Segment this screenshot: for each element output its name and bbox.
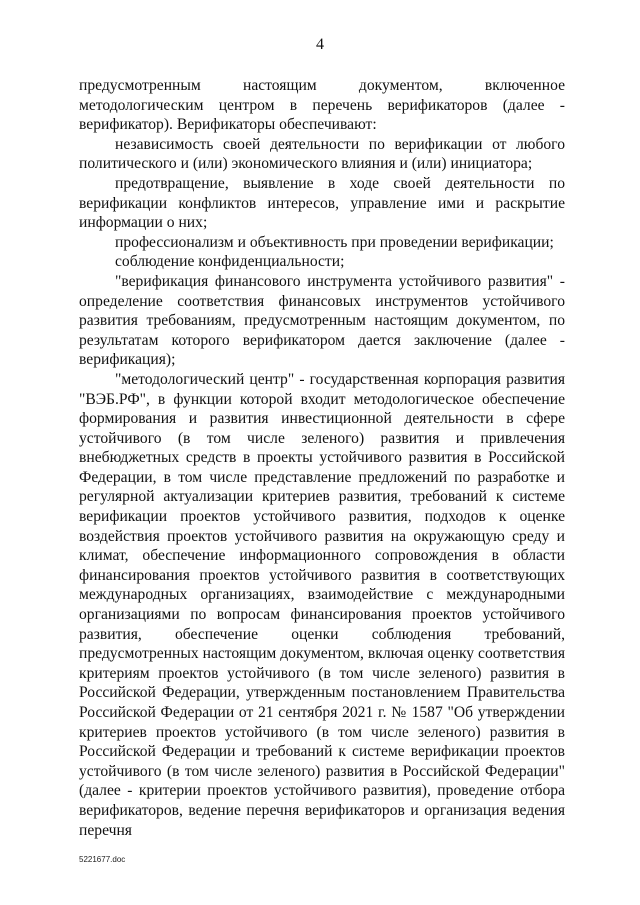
paragraph-methodological-center-definition: "методологический центр" - государственная корпорация развития "ВЭБ.РФ", в функции которой входит методологическое обеспечение формирования и развития инвестиционной деятельности в сфере устойчивого (в том числе зеленого) развития и привлечения внебюджетных средств в проекты устойчивого развития в Российской Федерации, в том числе представление предложений по разработке и регулярной актуализации критериев развития, требований к системе верификации проектов устойчивого развития, подходов к оценке воздействия проектов устойчивого развития на окружающую среду и климат, обеспечение информационного сопровождения в области финансирования проектов устойчивого развития в соответствующих международных организациях, взаимодействие с международными организациями по вопросам финансирования проектов устойчивого развития, обеспечение оценки соблюдения требований, предусмотренных настоящим документом, включая оценку соответствия критериям проектов устойчивого (в том числе зеленого) развития в Российской Федерации, утвержденным постановлением Правительства Российской Федерации от 21 сентября 2021 г. № 1587 "Об утверждении критериев проектов устойчивого (в том числе зеленого) развития в Российской Федерации и требований к системе верификации проектов устойчивого (в том числе зеленого) развития в Российской Федерации" (далее - критерии проектов устойчивого развития), проведение отбора верификаторов, ведение перечня верификаторов и организация ведения перечня	[79, 370, 565, 839]
paragraph-verifier-definition-continued: предусмотренным настоящим документом, включенное методологическим центром в перечень верификаторов (далее - верификатор). Верификаторы обеспечивают:	[79, 77, 565, 134]
paragraph-professionalism: профессионализм и объективность при проведении верификации;	[115, 233, 554, 251]
page-number: 4	[316, 36, 324, 53]
document-body	[79, 76, 565, 840]
paragraph-confidentiality: соблюдение конфиденциальности;	[115, 253, 345, 271]
paragraph-independence: независимость своей деятельности по верификации от любого политического и (или) экономического влияния и (или) инициатора;	[79, 135, 565, 173]
paragraph-verification-definition: "верификация финансового инструмента устойчивого развития" - определение соответствия финансовых инструментов устойчивого развития требованиям, предусмотренным настоящим документом, по результатам которого верификатором дается заключение (далее - верификация);	[79, 272, 565, 369]
paragraph-conflict-prevention: предотвращение, выявление в ходе своей деятельности по верификации конфликтов интересов, управление ими и раскрытие информации о них;	[79, 174, 565, 232]
document-file-code: 5221677.doc	[79, 855, 126, 864]
